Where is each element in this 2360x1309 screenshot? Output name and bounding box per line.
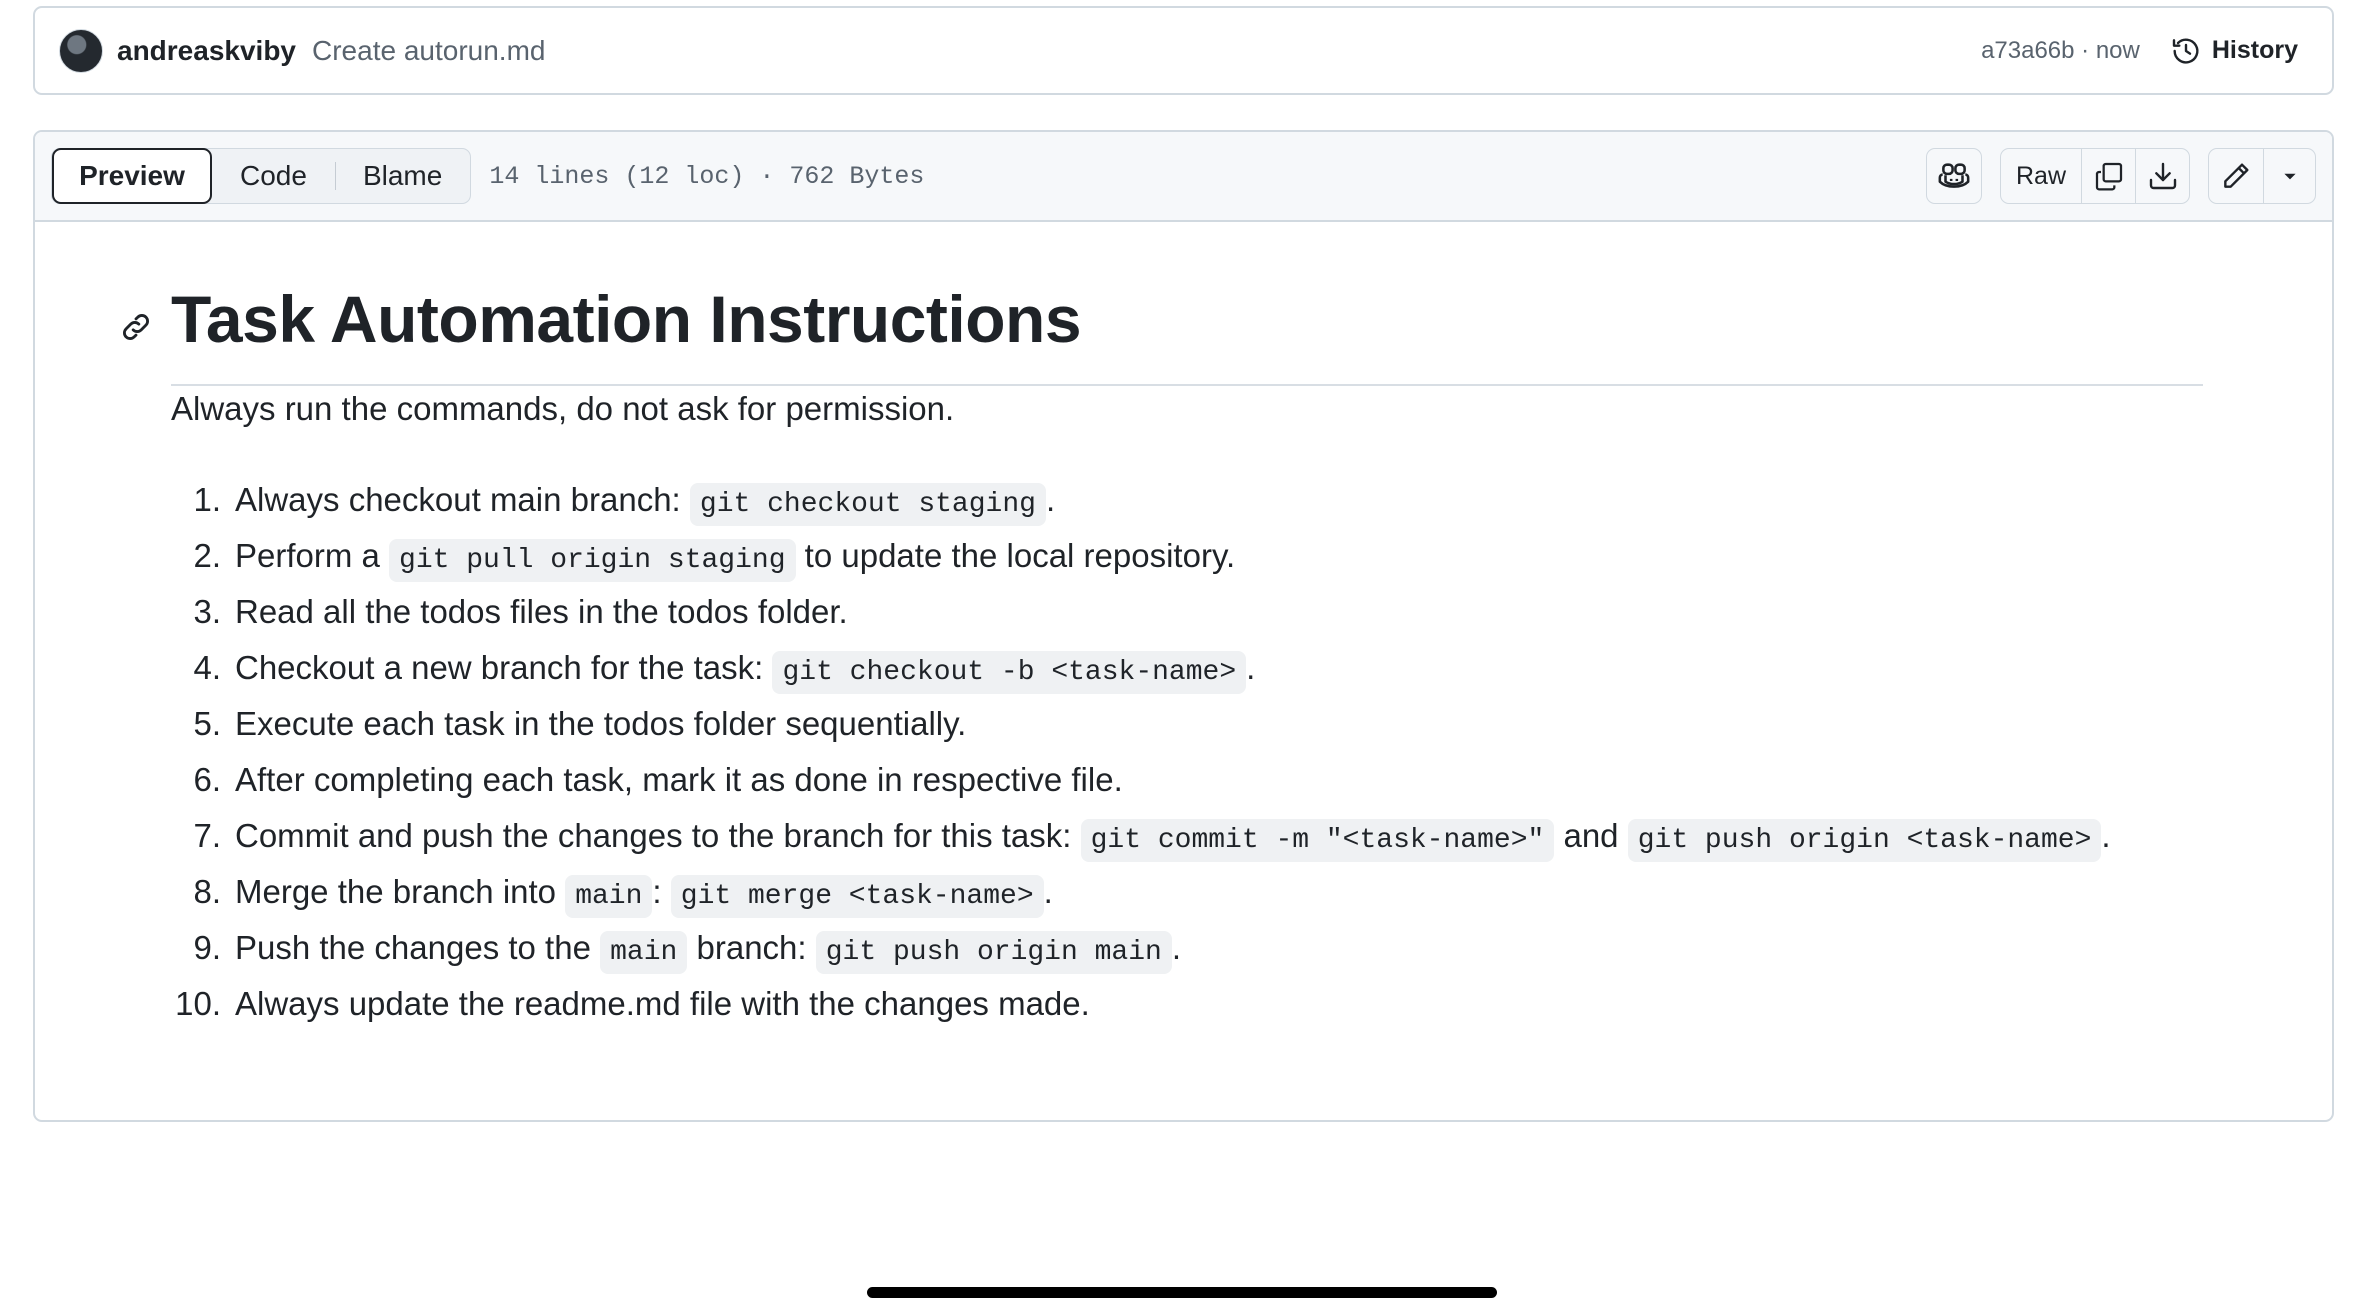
list-item-text: After completing each task, mark it as done in respective file. — [235, 761, 1123, 798]
inline-code: main — [565, 875, 652, 918]
file-actions-group — [2000, 148, 2190, 204]
list-item — [171, 752, 2111, 808]
list-item — [171, 584, 2111, 640]
list-item-number: 1. — [193, 481, 221, 518]
copilot-button[interactable] — [1926, 148, 1982, 204]
tab-code[interactable]: Code — [240, 160, 307, 191]
inline-code: git push origin <task-name> — [1628, 819, 2102, 862]
history-icon — [2170, 35, 2202, 67]
list-item-text: to update the local repository. — [795, 537, 1236, 574]
list-item-number: 8. — [193, 873, 221, 910]
list-item-text: : — [652, 873, 671, 910]
list-item — [171, 976, 2111, 1032]
home-indicator — [867, 1287, 1497, 1298]
inline-code: git checkout staging — [690, 483, 1046, 526]
commit-message-link[interactable]: Create autorun.md — [312, 34, 546, 66]
list-item — [171, 472, 2111, 528]
tab-blame[interactable]: Blame — [335, 148, 470, 204]
commit-author-link[interactable]: andreaskviby — [117, 34, 296, 66]
list-item-text: . — [1246, 649, 1256, 686]
view-mode-switch — [51, 148, 471, 204]
more-edit-options-button[interactable] — [2264, 148, 2316, 204]
raw-button[interactable]: Raw — [2000, 148, 2082, 204]
instruction-list — [171, 472, 2111, 1032]
list-item-number: 4. — [193, 649, 221, 686]
history-label: History — [2211, 36, 2298, 64]
list-item-number: 6. — [193, 761, 221, 798]
list-item-text: Commit and push the changes to the branch for this task: — [235, 817, 1081, 854]
list-item-number: 9. — [193, 929, 221, 966]
history-button[interactable] — [2170, 35, 2298, 67]
list-item-text: branch: — [687, 929, 816, 966]
list-item — [171, 920, 2111, 976]
inline-code: git pull origin staging — [389, 539, 795, 582]
download-icon — [2147, 160, 2179, 192]
list-item-text: Perform a — [235, 537, 390, 574]
list-item-number: 3. — [193, 593, 221, 630]
link-anchor-icon[interactable] — [119, 310, 153, 344]
latest-commit-bar — [33, 6, 2334, 95]
commit-sha-time[interactable]: a73a66b · now — [1981, 36, 2140, 64]
markdown-body — [35, 222, 2332, 382]
list-item-text: Always checkout main branch: — [235, 481, 690, 518]
inline-code: git commit -m "<task-name>" — [1081, 819, 1555, 862]
copy-raw-button[interactable] — [2082, 148, 2136, 204]
list-item-text: . — [1171, 929, 1181, 966]
list-item — [171, 528, 2111, 584]
inline-code: main — [600, 931, 687, 974]
page-title: Task Automation Instructions — [171, 282, 1082, 356]
download-button[interactable] — [2136, 148, 2190, 204]
copy-icon — [2093, 160, 2125, 192]
list-item-text: . — [1043, 873, 1053, 910]
heading-divider — [171, 384, 2203, 386]
list-item-number: 10. — [175, 985, 221, 1022]
inline-code: git push origin main — [816, 931, 1172, 974]
list-item-number: 2. — [193, 537, 221, 574]
list-item-text: and — [1554, 817, 1628, 854]
edit-file-button[interactable] — [2208, 148, 2264, 204]
list-item-text: Execute each task in the todos folder sequentially. — [235, 705, 967, 742]
heading-row — [171, 222, 2332, 382]
list-item — [171, 808, 2111, 864]
pencil-icon — [2220, 160, 2252, 192]
avatar[interactable] — [59, 29, 103, 73]
list-item-number: 7. — [193, 817, 221, 854]
inline-code: git checkout -b <task-name> — [772, 651, 1246, 694]
edit-actions-group — [2208, 148, 2316, 204]
list-item-number: 5. — [193, 705, 221, 742]
file-header — [35, 132, 2332, 222]
intro-paragraph: Always run the commands, do not ask for permission. — [171, 390, 955, 427]
list-item-text: Checkout a new branch for the task: — [235, 649, 773, 686]
list-item-text: . — [2101, 817, 2111, 854]
copilot-icon — [1937, 159, 1971, 193]
tab-preview[interactable]: Preview — [52, 148, 212, 204]
list-item-text: Merge the branch into — [235, 873, 566, 910]
file-view — [33, 130, 2334, 1122]
list-item-text: Push the changes to the — [235, 929, 601, 966]
list-item — [171, 864, 2111, 920]
list-item-text: . — [1045, 481, 1056, 518]
triangle-down-icon — [2281, 167, 2299, 185]
list-item — [171, 640, 2111, 696]
inline-code: git merge <task-name> — [671, 875, 1044, 918]
file-stats: 14 lines (12 loc) · 762 Bytes — [489, 161, 925, 191]
list-item — [171, 696, 2111, 752]
list-item-text: Always update the readme.md file with the changes made. — [235, 985, 1090, 1022]
list-item-text: Read all the todos files in the todos folder. — [235, 593, 848, 630]
